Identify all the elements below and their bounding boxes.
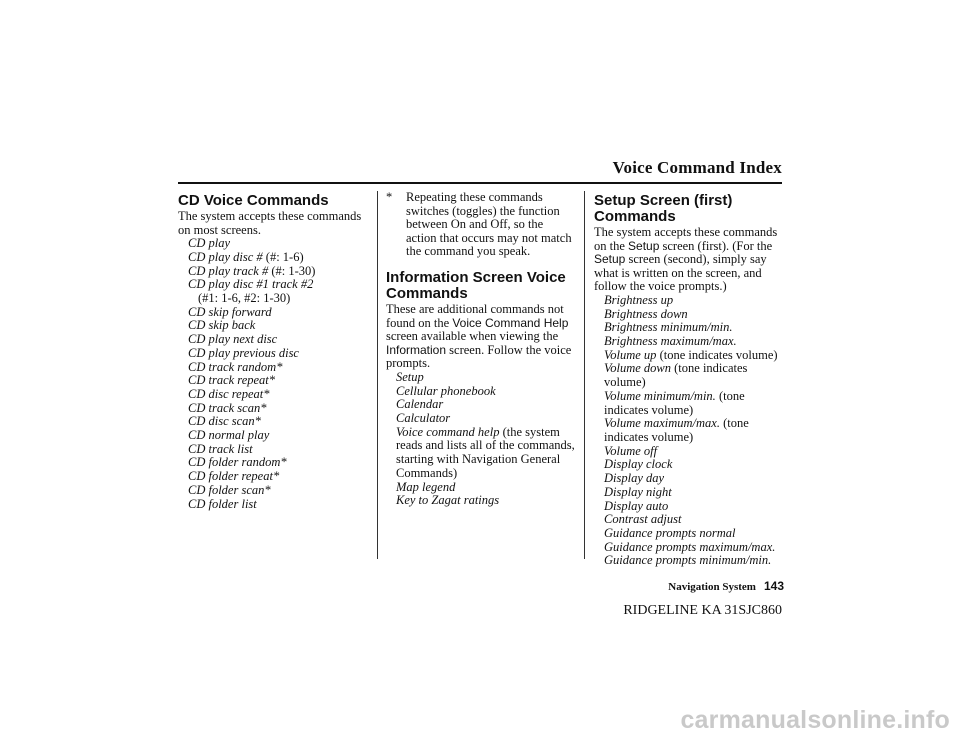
command-text: CD track repeat* [188,373,276,388]
command-text: Setup [396,369,424,384]
command-note: (tone indicates volume) [656,347,778,362]
footer-section-name: Navigation System [668,581,756,593]
command-text: Brightness minimum/min. [604,320,733,335]
command-item [178,319,370,333]
command-text: Calendar [396,397,444,412]
command-note: (#: 1-6) [262,249,304,264]
command-item [178,415,370,429]
command-text: CD normal play [188,428,270,443]
command-item [594,390,784,417]
page-footer [668,577,784,595]
command-text: CD play previous disc [188,345,299,360]
command-item [594,335,784,349]
command-text: Volume maximum/max. [604,416,720,431]
command-item [594,527,784,541]
setup-command-list [594,294,784,568]
command-item [386,412,576,426]
intro-text: These are additional commands not found on the [386,301,564,330]
command-item [178,251,370,265]
command-note: (tone indicates volume) [604,361,748,390]
command-item [594,417,784,444]
command-item [178,333,370,347]
command-text: Brightness up [604,292,674,307]
command-note: (#1: 1-6, #2: 1-30) [198,291,291,305]
page-header-title: Voice Command Index [612,158,782,177]
command-item [594,321,784,335]
command-item [178,443,370,457]
command-text: Guidance prompts maximum/max. [604,539,776,554]
command-text: Display day [604,471,665,486]
section-heading-cd: CD Voice Commands [178,192,329,209]
section-heading-information: Information Screen Voice Commands [386,268,566,302]
column-divider [377,191,378,559]
column-cd-commands [178,193,370,511]
command-item [178,237,370,251]
command-item [178,374,370,388]
command-item [594,500,784,514]
command-item [594,362,784,389]
section-intro-cd: The system accepts these commands on most screens. [178,209,362,237]
command-item [594,541,784,555]
watermark: carmanualsonline.info [680,706,950,734]
page-number: 143 [763,579,784,593]
footnote-mark: * [386,190,393,204]
section-heading-setup: Setup Screen (first) Commands [594,192,733,225]
command-note: (tone indicates volume) [604,388,745,417]
command-item [178,278,370,305]
intro-text: screen (first). (For the [659,238,773,253]
command-text: Volume down [604,361,672,376]
command-note: (the system reads and lists all of the commands, starting with Navigation General Commands) [396,424,575,480]
ui-label-voice-command-help: Voice Command Help [452,315,569,330]
ui-label-setup: Setup [628,238,660,253]
command-item [594,294,784,308]
ui-label-information: Information [386,342,447,357]
header-rule [178,182,782,184]
command-text: Brightness down [604,306,688,321]
command-text: CD disc scan* [188,414,261,429]
command-item [178,265,370,279]
command-item [178,388,370,402]
command-text: Brightness maximum/max. [604,334,737,349]
command-text: CD track scan* [188,400,267,415]
information-command-list [386,371,576,508]
section-intro-setup [594,226,784,294]
command-text: CD disc repeat* [188,386,270,401]
column-information-commands [386,191,576,508]
command-text: CD track list [188,441,253,456]
intro-text: screen (second), simply say what is written on the screen, and follow the voice prompts.) [594,252,767,294]
command-text: Calculator [396,411,451,426]
command-item [594,445,784,459]
command-item [178,470,370,484]
command-item [178,484,370,498]
command-item [594,458,784,472]
command-note: (#: 1-30) [268,263,316,278]
intro-text: screen. Follow the voice prompts. [386,342,572,371]
command-text: Key to Zagat ratings [396,493,500,508]
command-note: (tone indicates volume) [604,416,749,444]
command-text: CD folder list [188,496,257,511]
command-item [594,513,784,527]
command-text: Volume minimum/min. [604,388,716,403]
command-text: Display night [604,484,672,499]
command-item [386,426,576,481]
command-text: Volume off [604,443,658,458]
command-item [386,494,576,508]
command-text: CD play disc # [188,249,263,264]
command-item [594,486,784,500]
command-text: CD play [188,236,231,251]
command-text: Display auto [604,498,669,513]
command-text: CD play track # [188,263,269,278]
command-text: Volume up [604,347,657,362]
column-setup-commands [594,193,784,568]
command-text: CD folder repeat* [188,469,280,484]
document-code: RIDGELINE KA 31SJC860 [623,603,782,618]
command-item [594,349,784,363]
command-item [178,498,370,512]
command-item [178,402,370,416]
command-item [386,398,576,412]
command-item [178,429,370,443]
command-text: CD track random* [188,359,283,374]
command-text: CD play disc #1 track #2 [188,277,314,292]
command-text: CD skip forward [188,304,272,319]
command-item [178,347,370,361]
cd-command-list [178,237,370,511]
command-item [178,456,370,470]
command-text: CD skip back [188,318,256,333]
ui-label-setup: Setup [594,252,626,267]
command-item [386,385,576,399]
footnote [386,191,576,259]
command-item [178,361,370,375]
command-text: Contrast adjust [604,512,682,527]
command-text: CD folder random* [188,455,287,470]
command-item [178,306,370,320]
intro-text: The system accepts these commands on the [594,225,778,253]
command-text: CD folder scan* [188,482,271,497]
column-divider [584,191,585,559]
command-item [594,554,784,568]
command-text: Voice command help [396,424,500,439]
command-text: CD play next disc [188,332,278,347]
section-intro-information [386,303,576,371]
intro-text: screen available when viewing the [386,329,559,344]
command-text: Guidance prompts normal [604,525,736,540]
footnote-text: Repeating these commands switches (toggles) the function between On and Off, so the action that occurs may not match the command you speak. [406,190,572,259]
command-text: Cellular phonebook [396,383,496,398]
command-text: Display clock [604,457,673,472]
command-item [594,308,784,322]
command-item [386,481,576,495]
command-item [594,472,784,486]
command-text: Map legend [396,479,456,494]
command-text: Guidance prompts minimum/min. [604,553,772,568]
command-item [386,371,576,385]
